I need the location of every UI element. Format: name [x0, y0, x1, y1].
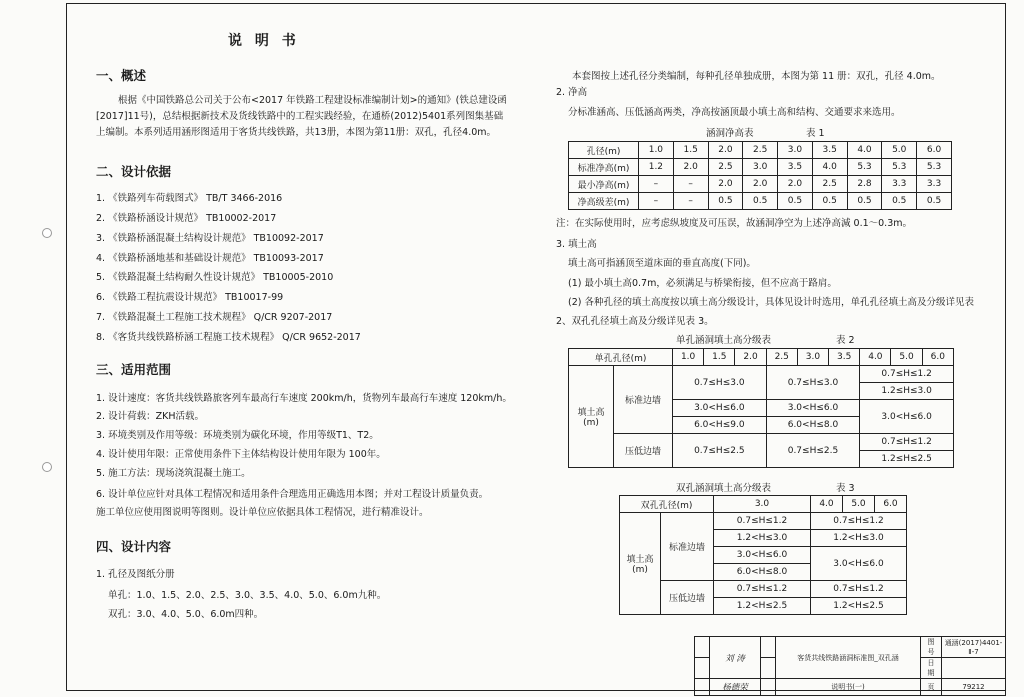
table-cell: –	[639, 193, 674, 210]
section-1-line-2: [2017]11号)，总结根据新技术及货线铁路中的工程实践经验，在通桥(2012)5401系列图集基础	[96, 111, 504, 122]
table-cell: 5.3	[882, 159, 917, 176]
page-number: 79212	[942, 679, 1006, 696]
table-2-number: 表 2	[836, 335, 855, 346]
fill-heading: 3. 填土高	[556, 239, 597, 250]
table-cell: 0.7≤H≤3.0	[766, 366, 860, 400]
table-cell: –	[673, 193, 708, 210]
table-cell: 净高级差(m)	[569, 193, 639, 210]
table-cell: 5.0	[842, 496, 874, 513]
table-cell: 0.7≤H≤1.2	[811, 581, 907, 598]
section-1-line-3: 上编制。本系列适用涵形图适用于客货共线铁路，共13册，本图为第11册：双孔，孔径4.0m。	[96, 127, 497, 138]
page-title: 说 明 书	[228, 33, 300, 49]
table-cell: 2.5	[766, 349, 797, 366]
table-cell: –	[639, 176, 674, 193]
fill-item-2: (2) 各种孔径的填土高度按以填土高分级设计，具体见设计时选用，单孔孔径填土高及分级详见表	[568, 297, 974, 308]
table-cell: 5.0	[882, 142, 917, 159]
drawing-name: 说明书(一)	[776, 679, 921, 696]
scope-item: 1. 设计速度：客货共线铁路旅客列车最高行车速度 200km/h，货物列车最高行车速度 120km/h。	[96, 393, 512, 404]
binding-hole	[42, 228, 52, 238]
reference-item: 6. 《铁路工程抗震设计规范》 TB10017-99	[96, 292, 284, 303]
table-row	[695, 679, 1006, 696]
table-row	[569, 193, 952, 210]
table-cell: 0.5	[812, 193, 847, 210]
scope-item: 施工单位应使用图说明等图则。设计单位应依据具体工程情况，进行精准设计。	[96, 507, 429, 518]
table-cell: 3.0<H≤6.0	[673, 400, 767, 417]
table-cell: 标准边墙	[661, 513, 714, 581]
table-row	[620, 496, 907, 513]
clearance-text: 分标准涵高、压低涵高两类，净高按涵顶最小填土高和结构、交通要求来选用。	[568, 107, 901, 118]
table-cell: 0.7≤H≤2.5	[673, 434, 767, 468]
table-cell: 0.5	[708, 193, 743, 210]
binding-hole	[42, 462, 52, 472]
table-cell: 3.0<H≤6.0	[811, 547, 907, 581]
table-cell: 孔径(m)	[569, 142, 639, 159]
table-cell: 6.0	[874, 496, 906, 513]
table-cell: 6.0<H≤9.0	[673, 417, 767, 434]
table-cell: 2.8	[847, 176, 882, 193]
table-cell: 1.2	[639, 159, 674, 176]
table-cell: 6.0<H≤8.0	[766, 417, 860, 434]
section-4-sub: 1. 孔径及图纸分册	[96, 569, 175, 580]
project-name: 客货共线铁路涵洞标准图_双孔涵	[776, 637, 921, 679]
table-cell: 0.7≤H≤2.5	[766, 434, 860, 468]
table-2-caption: 单孔涵洞填土高分级表	[676, 335, 772, 346]
table-cell: 3.0	[714, 496, 811, 513]
reference-item: 5. 《铁路混凝土结构耐久性设计规范》 TB10005-2010	[96, 272, 334, 283]
signature-1: 刘 涛	[710, 637, 761, 679]
table-cell: 2.0	[708, 176, 743, 193]
table-cell: 标准净高(m)	[569, 159, 639, 176]
table-cell: 单孔孔径(m)	[569, 349, 673, 366]
table-cell: 3.0<H≤6.0	[714, 547, 811, 564]
table-cell: 0.5	[743, 193, 778, 210]
title-block	[694, 636, 1006, 696]
table-cell: 6.0	[917, 142, 952, 159]
table-1-number: 表 1	[806, 128, 825, 139]
table-cell: 0.7≤H≤1.2	[860, 366, 954, 383]
table-cell: 1.2≤H≤3.0	[860, 383, 954, 400]
table-cell: 2.5	[708, 159, 743, 176]
fill-item-3: 2、双孔孔径填土高及分级详见表 3。	[556, 316, 714, 327]
code-label: 图 号	[921, 637, 942, 658]
table-cell: 3.5	[812, 142, 847, 159]
table-row	[620, 581, 907, 598]
table-cell: 0.5	[778, 193, 813, 210]
section-1-line-1: 根据《中国铁路总公司关于公布<2017 年铁路工程建设标准编制计划>的通知》(铁总建设函	[118, 95, 507, 106]
table-cell: 2.5	[743, 142, 778, 159]
table-cell: 2.0	[778, 176, 813, 193]
table-cell: 6.0<H≤8.0	[714, 564, 811, 581]
reference-item: 3. 《铁路桥涵混凝土结构设计规范》 TB10092-2017	[96, 233, 324, 244]
reference-item: 7. 《铁路混凝土工程施工技术规程》 Q/CR 9207-2017	[96, 312, 333, 323]
scope-item: 2. 设计荷载：ZKH活载。	[96, 411, 204, 422]
signature-2: 杨德荣	[710, 679, 761, 696]
table-cell: 3.0	[778, 142, 813, 159]
table-cell: 压低边墙	[661, 581, 714, 615]
table-cell: 0.7≤H≤1.2	[714, 581, 811, 598]
reference-item: 8. 《客货共线铁路桥涵工程施工技术规程》 Q/CR 9652-2017	[96, 332, 361, 343]
table-cell: 0.5	[847, 193, 882, 210]
clearance-table	[568, 141, 952, 210]
reference-item: 1. 《铁路列车荷载图式》 TB/T 3466-2016	[96, 193, 283, 204]
table-cell: 1.2<H≤3.0	[811, 530, 907, 547]
table-cell: 1.5	[704, 349, 735, 366]
table-cell: 0.7≤H≤1.2	[811, 513, 907, 530]
table-cell: 3.5	[829, 349, 860, 366]
section-3-heading: 三、适用范围	[96, 362, 172, 377]
table-cell: 5.0	[891, 349, 922, 366]
table-row	[569, 142, 952, 159]
table-cell: 0.7≤H≤1.2	[860, 434, 954, 451]
table-cell: 3.3	[882, 176, 917, 193]
scope-item: 6. 设计单位应针对具体工程情况和适用条件合理选用正确选用本图；并对工程设计质量负责。	[96, 489, 489, 500]
double-span-fill-table	[619, 495, 907, 615]
table-cell: 3.0<H≤6.0	[860, 400, 954, 434]
table-cell: 2.0	[708, 142, 743, 159]
right-intro: 本套图按上述孔径分类编制，每种孔径单独成册，本图为第 11 册：双孔，孔径 4.0m。	[572, 71, 941, 82]
table-cell: 2.0	[673, 159, 708, 176]
page-label: 页	[921, 679, 942, 696]
table-cell: 4.0	[811, 496, 843, 513]
table-cell: 压低边墙	[614, 434, 673, 468]
table-cell: 标准边墙	[614, 366, 673, 434]
table-cell: 0.7≤H≤3.0	[673, 366, 767, 400]
section-1-heading: 一、概述	[96, 68, 147, 83]
table-cell: 最小净高(m)	[569, 176, 639, 193]
table-cell: 4.0	[847, 142, 882, 159]
reference-item: 2. 《铁路桥涵设计规范》 TB10002-2017	[96, 213, 277, 224]
table-cell: 3.0	[743, 159, 778, 176]
scope-item: 3. 环境类别及作用等级：环境类别为碳化环境，作用等级T1、T2。	[96, 430, 379, 441]
single-span-list: 单孔：1.0、1.5、2.0、2.5、3.0、3.5、4.0、5.0、6.0m九种。	[108, 590, 387, 601]
table-cell: 0.5	[917, 193, 952, 210]
table-cell: 2.0	[735, 349, 766, 366]
table-row	[569, 434, 954, 451]
table-cell: 1.2<H≤2.5	[811, 598, 907, 615]
section-4-heading: 四、设计内容	[96, 539, 172, 554]
table-row	[569, 366, 954, 383]
scope-item: 4. 设计使用年限：正常使用条件下主体结构设计使用年限为 100年。	[96, 449, 386, 460]
table-cell: 1.0	[673, 349, 704, 366]
table-row	[620, 513, 907, 530]
reference-item: 4. 《铁路桥涵地基和基础设计规范》 TB10093-2017	[96, 253, 324, 264]
table-cell: 3.0	[797, 349, 828, 366]
table-cell: 0.7≤H≤1.2	[714, 513, 811, 530]
drawing-code: 通涵(2017)4401-Ⅱ-7	[942, 637, 1006, 658]
date-label: 日 期	[921, 658, 942, 679]
table-cell: 3.0<H≤6.0	[766, 400, 860, 417]
table-cell: 4.0	[860, 349, 891, 366]
fill-item-1: (1) 最小填土高0.7m，必须满足与桥梁衔接，但不应高于路肩。	[568, 278, 837, 289]
single-span-fill-table	[568, 348, 954, 468]
table-cell: 1.5	[673, 142, 708, 159]
table-cell: 6.0	[922, 349, 953, 366]
table-row	[569, 349, 954, 366]
table-cell: 5.3	[847, 159, 882, 176]
table-row	[695, 637, 1006, 658]
table-cell: 2.0	[743, 176, 778, 193]
table-3-caption: 双孔涵洞填土高分级表	[676, 483, 772, 494]
table-cell: 3.3	[917, 176, 952, 193]
table-cell: 3.5	[778, 159, 813, 176]
fill-text: 填土高可指涵顶至道床面的垂直高度(下同)。	[568, 258, 756, 269]
table-1-caption: 涵洞净高表	[706, 128, 754, 139]
table-note: 注：在实际使用时，应考虑纵坡度及可压误，故涵洞净空为上述净高減 0.1～0.3m。	[556, 218, 912, 229]
table-3-number: 表 3	[836, 483, 855, 494]
clearance-heading: 2. 净高	[556, 87, 588, 98]
double-span-list: 双孔：3.0、4.0、5.0、6.0m四种。	[108, 609, 264, 620]
table-cell: 1.2<H≤3.0	[714, 530, 811, 547]
table-cell: 填土高 (m)	[620, 513, 661, 615]
section-2-heading: 二、设计依据	[96, 164, 172, 179]
table-cell: 双孔孔径(m)	[620, 496, 714, 513]
table-cell: 4.0	[812, 159, 847, 176]
table-cell: 填土高 (m)	[569, 366, 614, 468]
table-cell: 1.2<H≤2.5	[714, 598, 811, 615]
scope-item: 5. 施工方法：现场浇筑混凝土施工。	[96, 468, 251, 479]
table-row	[569, 176, 952, 193]
table-row	[569, 159, 952, 176]
table-cell: 5.3	[917, 159, 952, 176]
table-cell: 0.5	[882, 193, 917, 210]
table-cell: 2.5	[812, 176, 847, 193]
table-cell: –	[673, 176, 708, 193]
table-cell: 1.0	[639, 142, 674, 159]
table-cell: 1.2≤H≤2.5	[860, 451, 954, 468]
